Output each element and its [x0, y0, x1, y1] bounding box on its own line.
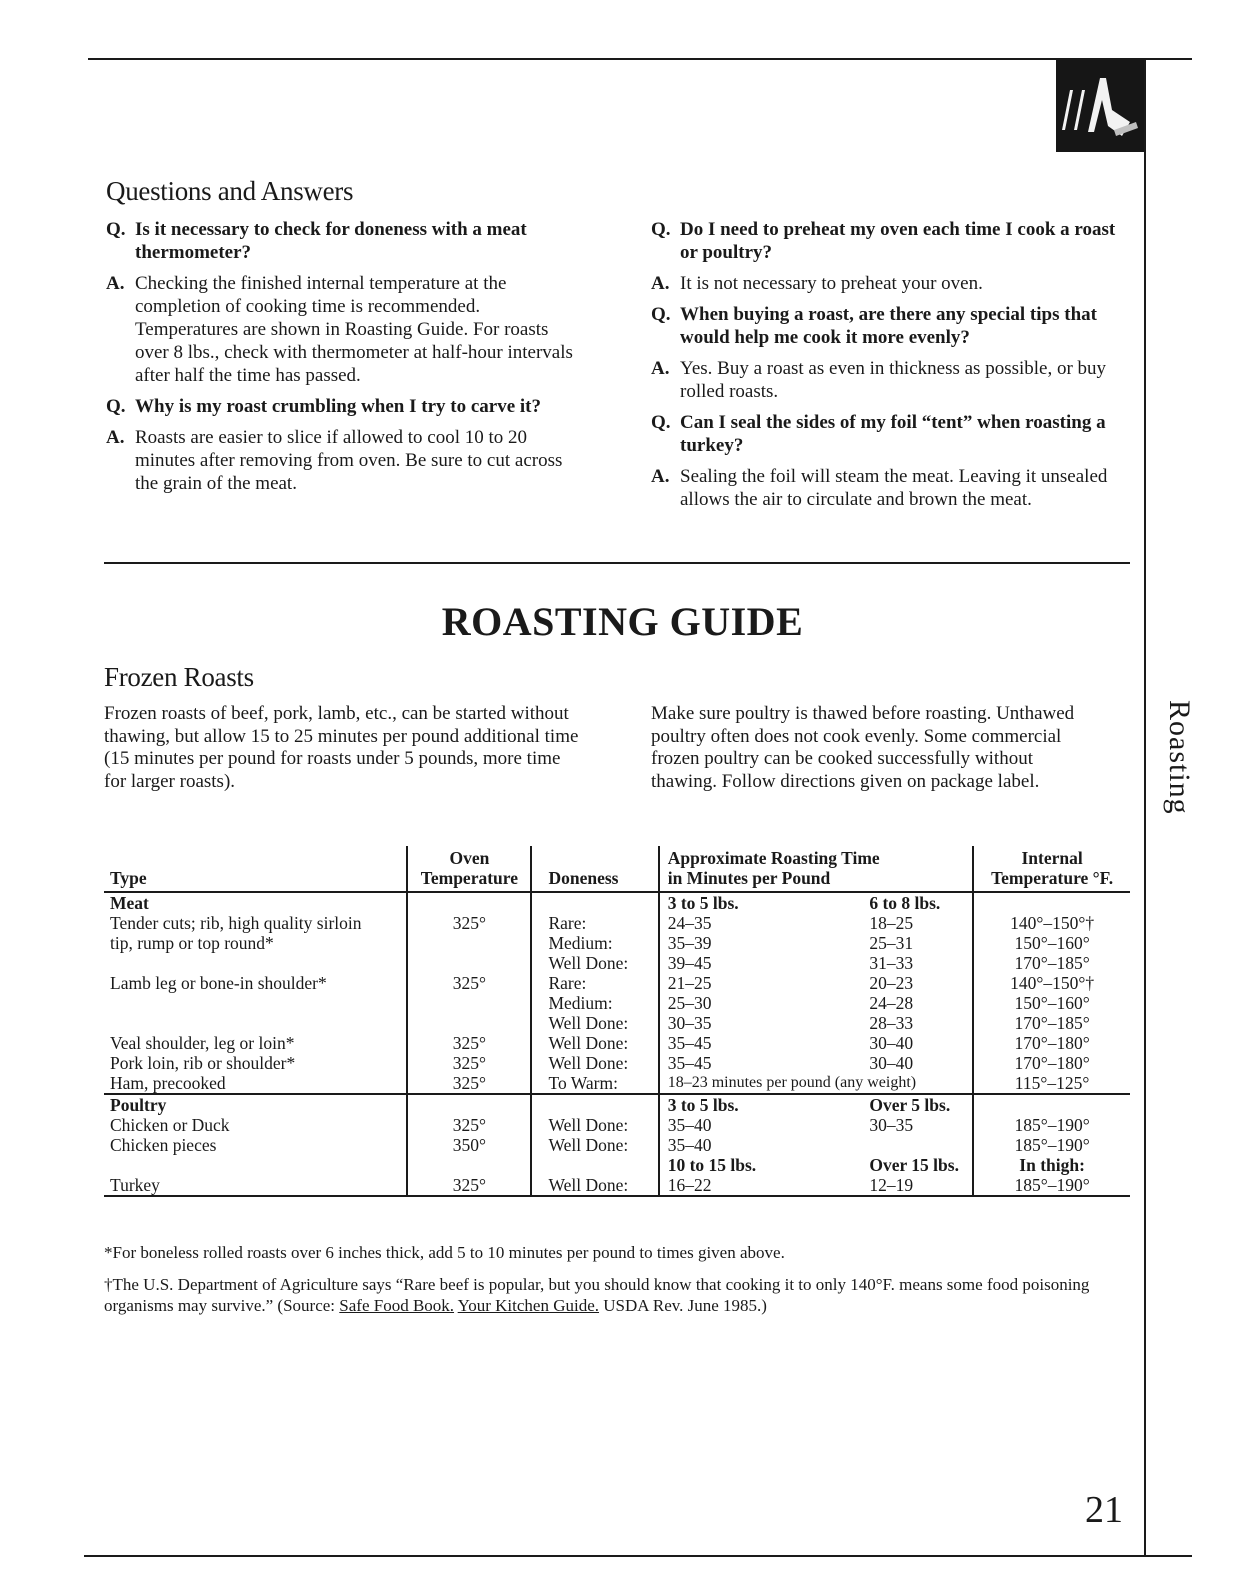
table-row: [104, 1053, 1130, 1073]
qa-question: [106, 218, 576, 264]
qa-question: [651, 303, 1126, 349]
table-cell: Poultry: [104, 1094, 407, 1115]
qa-text: When buying a roast, are there any special tips that would help me cook it more evenly?: [680, 304, 1097, 348]
table-cell: 140°–150°†: [973, 973, 1130, 993]
table-cell: 35–45: [659, 1033, 866, 1053]
table-cell: 12–19: [865, 1175, 973, 1196]
qa-prefix: A.: [106, 427, 125, 448]
table-row: [104, 973, 1130, 993]
table-cell: [973, 1094, 1130, 1115]
table-cell: 25–31: [869, 933, 914, 953]
table-row: [104, 1115, 1130, 1135]
qa-prefix: Q.: [106, 396, 126, 417]
table-cell: Meat: [110, 893, 149, 913]
table-cell: Turkey: [104, 1175, 407, 1196]
qa-text: Yes. Buy a roast as even in thickness as possible, or buy rolled roasts.: [680, 358, 1107, 402]
table-cell: 16–22: [659, 1175, 866, 1196]
qa-answer: [651, 465, 1126, 511]
qa-text: Why is my roast crumbling when I try to carve it?: [135, 396, 542, 417]
table-cell: [973, 892, 1130, 913]
table-cell: 325°: [407, 973, 531, 993]
table-cell: Over 15 lbs.: [869, 1155, 959, 1175]
col-header-internal-temperature: Internal Temperature °F.: [973, 846, 1130, 892]
table-cell: Medium:: [531, 933, 658, 953]
qa-heading: Questions and Answers: [106, 176, 354, 206]
qa-prefix: A.: [651, 273, 670, 294]
table-cell: 185°–190°: [973, 1135, 1130, 1155]
table-row: [104, 993, 1130, 1013]
table-cell: 31–33: [869, 953, 914, 973]
table-cell: 325°: [407, 913, 531, 933]
table-cell: [531, 1155, 658, 1175]
table-cell: 24–28: [869, 993, 914, 1013]
table-cell: [407, 933, 531, 953]
qa-left-column: [106, 218, 576, 503]
top-rule: [88, 58, 1192, 60]
table-row: [104, 1073, 1130, 1094]
qa-question: [651, 411, 1126, 457]
table-cell: 115°–125°: [973, 1073, 1130, 1094]
table-cell: 35–39: [659, 933, 866, 953]
table-cell: 6 to 8 lbs.: [869, 893, 941, 913]
table-cell: 10 to 15 lbs.: [659, 1155, 866, 1175]
right-margin-rule: [1144, 58, 1146, 1556]
frozen-roasts-heading: Frozen Roasts: [104, 662, 254, 692]
qa-text: Do I need to preheat my oven each time I cook a roast or poultry?: [680, 219, 1116, 263]
table-cell: Chicken or Duck: [110, 1115, 230, 1135]
table-cell: 325°: [407, 1073, 531, 1094]
table-cell: [104, 993, 407, 1013]
table-cell: Rare:: [531, 973, 658, 993]
table-cell: Well Done:: [531, 1175, 658, 1196]
footnote-boneless-roasts: *For boneless rolled roasts over 6 inches thick, add 5 to 10 minutes per pound to times given above.: [104, 1243, 785, 1262]
table-cell: [407, 953, 531, 973]
table-cell: 185°–190°: [973, 1115, 1130, 1135]
table-cell: 185°–190°: [973, 1175, 1130, 1196]
table-row: [104, 1094, 1130, 1115]
table-cell: [865, 1135, 973, 1155]
qa-prefix: Q.: [651, 219, 671, 240]
table-row: [104, 1013, 1130, 1033]
table-cell: [104, 1013, 407, 1033]
footnote-usda-text: †The U.S. Department of Agriculture says “Rare beef is popular, but you should know that cooking it to only 140°F. means some food poisoning organisms may survive.” (Source:: [104, 1275, 1090, 1315]
table-row: [104, 913, 1130, 933]
table-cell: [531, 892, 658, 913]
footnote-usda-source: USDA Rev. June 1985.): [599, 1296, 767, 1315]
table-cell: 3 to 5 lbs.: [659, 1094, 866, 1115]
qa-question: [651, 218, 1126, 264]
qa-question: [106, 395, 576, 418]
table-row: [104, 1135, 1130, 1155]
table-header-row: [104, 846, 1130, 892]
table-cell: 150°–160°: [973, 933, 1130, 953]
table-cell: 350°: [407, 1135, 531, 1155]
table-cell: 325°: [407, 1053, 531, 1073]
qa-answer: [651, 357, 1126, 403]
qa-prefix: A.: [651, 358, 670, 379]
table-cell: [407, 892, 531, 913]
table-cell: Tender cuts; rib, high quality sirloin: [110, 913, 362, 933]
table-cell: [407, 1094, 531, 1115]
table-cell: Well Done:: [531, 1013, 658, 1033]
qa-text: Roasts are easier to slice if allowed to cool 10 to 20 minutes after removing from oven. Be sure to cut across the grain of the meat.: [135, 427, 563, 494]
table-cell: Rare:: [531, 913, 658, 933]
table-cell: tip, rump or top round*: [110, 933, 274, 953]
footnote-usda: [104, 1274, 1104, 1316]
roasting-guide-table: [104, 846, 1130, 1197]
page-number: 21: [1085, 1489, 1123, 1531]
qa-right-column: [651, 218, 1126, 519]
table-row: [104, 892, 1130, 913]
frozen-roasts-text: Frozen roasts of beef, pork, lamb, etc., can be started without thawing, but allow 15 to 25 minutes per pound additional time (15 minutes per pound for roasts under 5 pounds, more time for larger roasts).: [104, 703, 579, 792]
table-cell: 30–40: [869, 1033, 914, 1053]
table-cell: Ham, precooked: [110, 1073, 226, 1093]
table-cell: [407, 1013, 531, 1033]
table-cell: 170°–180°: [973, 1053, 1130, 1073]
poultry-thaw-text: Make sure poultry is thawed before roasting. Unthawed poultry often does not cook evenly. Some commercial frozen poultry can be cooked successfully without thawing. Follow directions given on package label.: [651, 703, 1075, 792]
bottom-rule: [84, 1555, 1192, 1557]
table-cell: Well Done:: [531, 1033, 658, 1053]
table-cell: 25–30: [659, 993, 866, 1013]
table-row: [104, 1155, 1130, 1175]
table-cell: Over 5 lbs.: [865, 1094, 973, 1115]
col-header-doneness: Doneness: [531, 846, 658, 892]
table-cell: [407, 1155, 531, 1175]
qa-answer: [106, 426, 576, 495]
table-cell: 170°–185°: [973, 953, 1130, 973]
section-tab-roasting: Roasting: [1163, 700, 1196, 815]
table-cell: 20–23: [869, 973, 914, 993]
col-header-oven-temperature: Oven Temperature: [407, 846, 531, 892]
table-cell: 325°: [407, 1033, 531, 1053]
table-cell: Pork loin, rib or shoulder*: [110, 1053, 296, 1073]
table-cell: 30–35: [659, 1013, 866, 1033]
table-row: [104, 933, 1130, 953]
table-cell: 21–25: [659, 973, 866, 993]
table-cell: 325°: [407, 1115, 531, 1135]
table-cell: To Warm:: [531, 1073, 658, 1094]
footnote-link-kitchen-guide: Your Kitchen Guide.: [457, 1296, 600, 1315]
qa-prefix: Q.: [106, 219, 126, 240]
table-cell: 18–23 minutes per pound (any weight): [659, 1073, 974, 1094]
section-divider: [104, 562, 1130, 564]
qa-prefix: A.: [651, 466, 670, 487]
qa-answer: [651, 272, 1126, 295]
table-cell: Well Done:: [531, 953, 658, 973]
table-cell: [104, 953, 407, 973]
table-row: [104, 1033, 1130, 1053]
table-cell: 35–40: [659, 1115, 866, 1135]
roasting-logo-icon: [1056, 60, 1144, 152]
table-cell: [531, 1094, 658, 1115]
table-cell: 18–25: [869, 913, 914, 933]
table-cell: 24–35: [659, 913, 866, 933]
footnote-link-safe-food-book: Safe Food Book.: [339, 1296, 455, 1315]
table-cell: Well Done:: [531, 1053, 658, 1073]
table-cell: 140°–150°†: [973, 913, 1130, 933]
qa-answer: [106, 272, 576, 387]
table-cell: 3 to 5 lbs.: [659, 892, 866, 913]
table-row: [104, 1175, 1130, 1196]
table-cell: 325°: [407, 1175, 531, 1196]
qa-text: Can I seal the sides of my foil “tent” when roasting a turkey?: [680, 412, 1106, 456]
qa-text: It is not necessary to preheat your oven.: [680, 273, 983, 294]
col-header-type: Type: [104, 846, 407, 892]
table-cell: In thigh:: [973, 1155, 1130, 1175]
qa-text: Checking the finished internal temperature at the completion of cooking time is recommended. Temperatures are shown in Roasting Guide. For roasts over 8 lbs., check with thermometer at half-hour intervals after half the time has passed.: [135, 273, 573, 386]
table-cell: 30–40: [869, 1053, 914, 1073]
qa-prefix: Q.: [651, 304, 671, 325]
table-cell: [407, 993, 531, 1013]
table-cell: Chicken pieces: [110, 1135, 217, 1155]
table-cell: 28–33: [869, 1013, 914, 1033]
qa-prefix: Q.: [651, 412, 671, 433]
table-cell: Lamb leg or bone-in shoulder*: [110, 973, 327, 993]
table-cell: Medium:: [531, 993, 658, 1013]
table-cell: Well Done:: [531, 1115, 658, 1135]
col-header-roasting-time: Approximate Roasting Time in Minutes per Pound: [659, 846, 974, 892]
qa-prefix: A.: [106, 273, 125, 294]
table-row: [104, 953, 1130, 973]
table-cell: 30–35: [869, 1115, 914, 1135]
table-cell: 170°–180°: [973, 1033, 1130, 1053]
table-cell: 35–40: [659, 1135, 866, 1155]
table-cell: 150°–160°: [973, 993, 1130, 1013]
table-cell: Well Done:: [531, 1135, 658, 1155]
table-cell: 170°–185°: [973, 1013, 1130, 1033]
roasting-guide-title: ROASTING GUIDE: [441, 599, 804, 644]
table-cell: Veal shoulder, leg or loin*: [110, 1033, 295, 1053]
qa-text: Is it necessary to check for doneness with a meat thermometer?: [135, 219, 527, 263]
table-cell: 35–45: [659, 1053, 866, 1073]
table-cell: [104, 1155, 407, 1175]
table-cell: 39–45: [659, 953, 866, 973]
qa-text: Sealing the foil will steam the meat. Leaving it unsealed allows the air to circulate and brown the meat.: [680, 466, 1108, 510]
